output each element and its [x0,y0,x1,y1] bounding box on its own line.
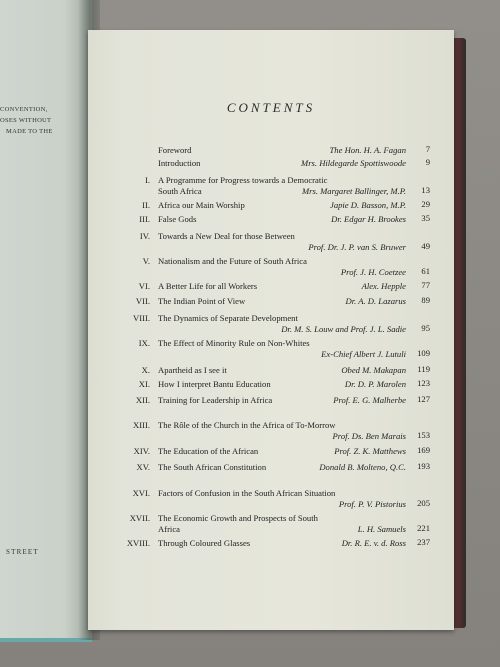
entry-title: The Economic Growth and Prospects of South [158,513,318,523]
book-cover-edge [452,38,466,628]
entry-title: Foreword [158,145,192,155]
entry-page-number: 221 [417,522,430,533]
entry-page-number: 77 [421,280,430,290]
entry-page-number: 9 [425,157,430,167]
entry-author: Obed M. Makapan [341,365,406,375]
entry-title: False Gods [158,214,197,224]
entry-author: Dr. A. D. Lazarus [345,296,406,306]
entry-author: Prof. Z. K. Matthews [334,446,406,456]
entry-title: A Better Life for all Workers [158,281,258,291]
entry-author: Dr. D. P. Marolen [344,379,406,389]
entry-number: X. [141,365,150,375]
entry-title: Factors of Confusion in the South African Situation [158,488,336,498]
entry-number: XVI. [132,488,150,498]
entry-number: VIII. [133,313,150,323]
entry-page-number: 13 [421,184,430,195]
entry-author: Prof. E. G. Malherbe [333,395,406,405]
entry-page-number: 29 [421,199,430,209]
entry-author: Dr. M. S. Louw and Prof. J. L. Sadie [281,323,406,334]
entry-title: How I interpret Bantu Education [158,379,271,389]
entry-page-number: 237 [417,537,430,547]
entry-number: II. [142,200,150,210]
entry-number: XII. [135,395,150,405]
entry-title: Africa [158,523,180,534]
entry-page-number: 95 [421,322,430,333]
entry-number: XIV. [133,446,150,456]
entry-number: V. [142,256,150,266]
entry-author: Mrs. Hildegarde Spottiswoode [301,158,406,168]
entry-author: Ex-Chief Albert J. Lutuli [321,348,406,359]
entry-title: The Education of the African [158,446,259,456]
left-page-fragment: OSES WITHOUT [0,117,52,124]
entry-number: XV. [136,462,150,472]
entry-title: The Indian Point of View [158,296,246,306]
entry-author: The Hon. H. A. Fagan [329,145,406,155]
entry-page-number: 49 [421,240,430,251]
left-page-fragment: MADE TO THE [6,128,53,135]
entry-number: XVII. [129,513,150,523]
entry-title: Introduction [158,158,201,168]
entry-number: VII. [135,296,150,306]
entry-number: I. [144,175,150,185]
contents-page [88,30,454,630]
entry-title: The South African Constitution [158,462,267,472]
entry-page-number: 7 [425,144,430,154]
left-page-street: STREET [6,548,39,556]
entry-title: Apartheid as I see it [158,365,227,375]
entry-author: Alex. Hepple [361,281,406,291]
entry-author: Prof. P. V. Pistorius [338,498,406,509]
entry-number: XVIII. [126,538,150,548]
entry-author: Mrs. Margaret Ballinger, M.P. [302,185,406,196]
entry-number: III. [139,214,150,224]
left-page-fragment: CONVENTION, [0,106,48,113]
entry-number: XIII. [133,420,150,430]
entry-number: IV. [139,231,150,241]
entry-page-number: 193 [417,461,430,471]
entry-title: The Rôle of the Church in the Africa of To-Morrow [158,420,336,430]
entry-number: IX. [138,338,150,348]
entry-author: Dr. R. E. v. d. Ross [341,538,406,548]
entry-author: Dr. Edgar H. Brookes [331,214,406,224]
entry-author: Prof. Dr. J. P. van S. Bruwer [308,241,406,252]
entry-title: Nationalism and the Future of South Africa [158,256,307,266]
entry-page-number: 119 [417,364,430,374]
entry-title: South Africa [158,185,202,196]
entry-page-number: 205 [417,497,430,508]
entry-page-number: 127 [417,394,430,404]
entry-author: Prof. Ds. Ben Marais [332,430,406,441]
entry-title: Towards a New Deal for those Between [158,231,295,241]
contents-heading: CONTENTS [226,100,316,115]
entry-page-number: 89 [421,295,430,305]
entry-number: XI. [138,379,150,389]
entry-title: The Effect of Minority Rule on Non-Whites [158,338,310,348]
entry-author: Donald B. Molteno, Q.C. [319,462,406,472]
entry-page-number: 109 [417,347,430,358]
entry-author: Prof. J. H. Coetzee [340,266,406,277]
entry-page-number: 153 [417,429,430,440]
entry-page-number: 123 [417,378,430,388]
entry-author: Japie D. Basson, M.P. [330,200,406,210]
entry-page-number: 35 [421,213,430,223]
entry-page-number: 169 [417,445,430,455]
entry-title: Africa our Main Worship [158,200,245,210]
entry-title: Through Coloured Glasses [158,538,251,548]
entry-number: VI. [138,281,150,291]
entry-title: A Programme for Progress towards a Democratic [158,175,328,185]
entry-title: The Dynamics of Separate Development [158,313,298,323]
entry-title: Training for Leadership in Africa [158,395,273,405]
entry-page-number: 61 [421,265,430,276]
entry-author: L. H. Samuels [357,523,406,534]
